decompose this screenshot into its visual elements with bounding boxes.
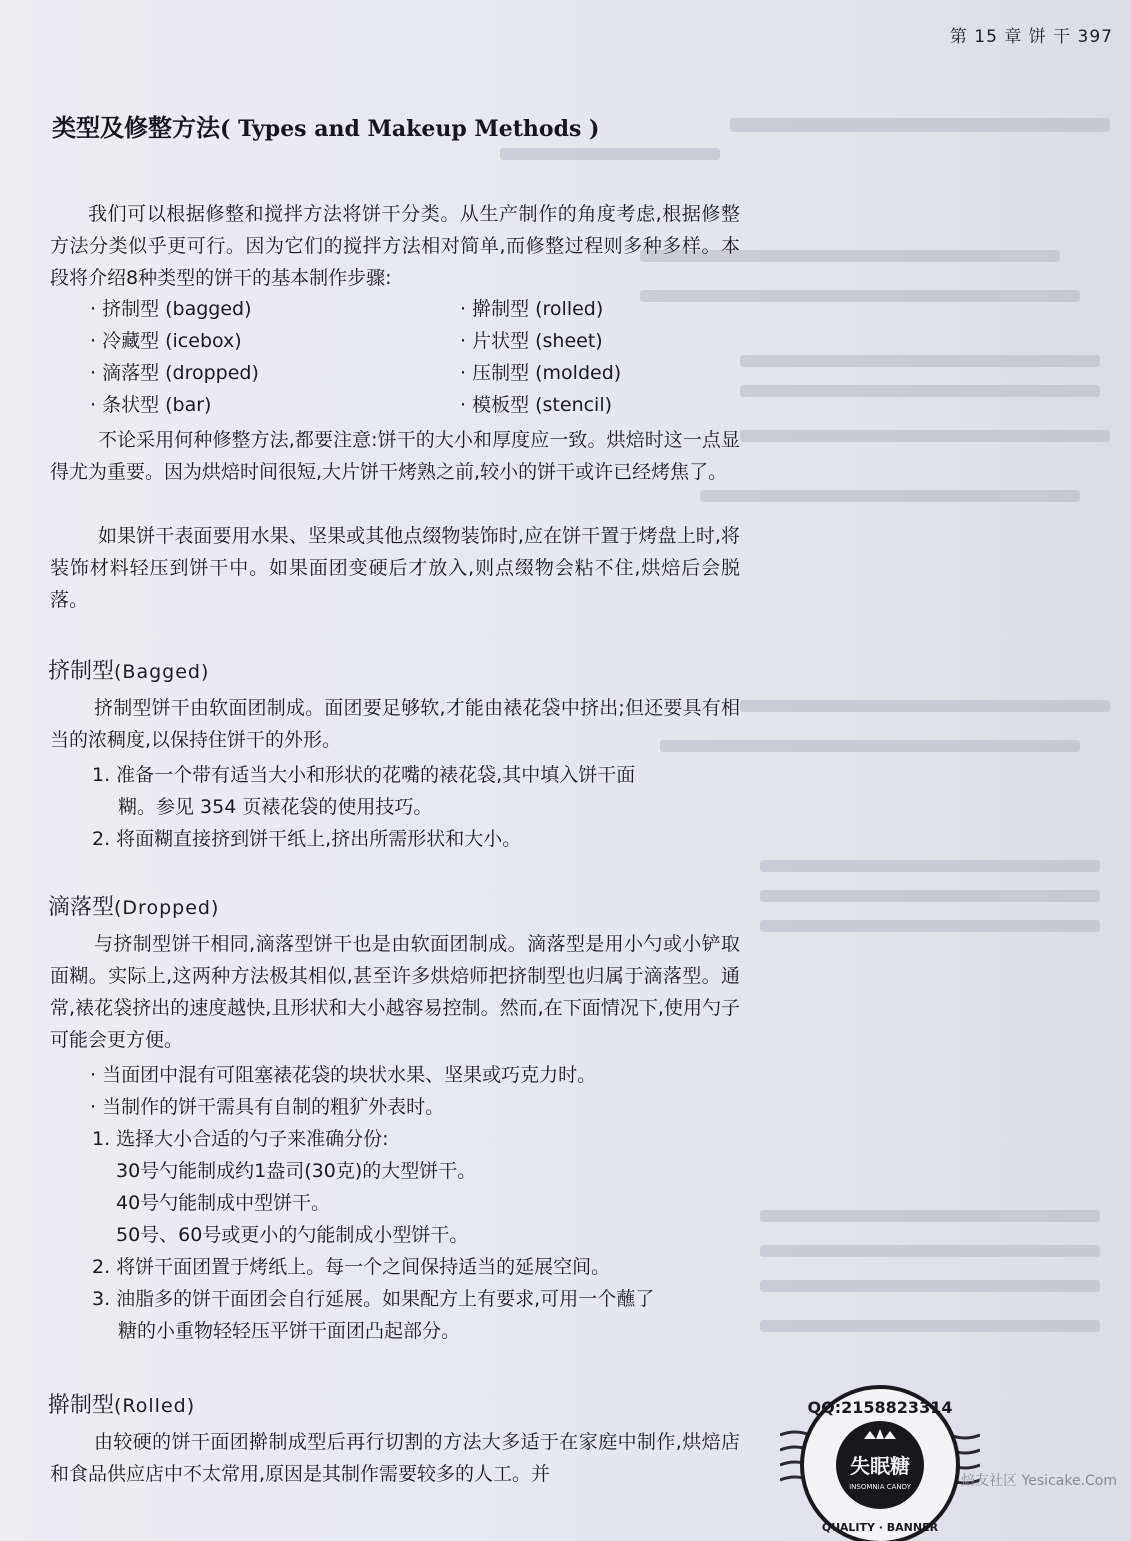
section-title-zh: 类型及修整方法 <box>52 114 220 142</box>
dropped-case-2: · 当制作的饼干需具有自制的粗犷外表时。 <box>90 1096 445 1118</box>
bagged-paragraph: 挤制型饼干由软面团制成。面团要足够软,才能由裱花袋中挤出;但还要具有相当的浓稠度,以保持住饼干的外形。 <box>50 697 740 751</box>
dropped-case-1: · 当面团中混有可阻塞裱花袋的块状水果、坚果或巧克力时。 <box>90 1064 597 1086</box>
section-title <box>52 108 599 143</box>
heading-bagged-zh: 挤制型 <box>48 659 115 684</box>
stamp-ring-bottom-text: QUALITY · BANNER <box>821 1521 939 1534</box>
intro-paragraph-2: 不论采用何种修整方法,都要注意:饼干的大小和厚度应一致。烘焙时这一点显得尤为重要。因为烘焙时间很短,大片饼干烤熟之前,较小的饼干或许已经烤焦了。 <box>50 429 740 483</box>
type-item-stencil: · 模板型 (stencil) <box>460 394 613 416</box>
dropped-step-3: 3. 油脂多的饼干面团会自行延展。如果配方上有要求,可用一个蘸了 <box>92 1288 655 1310</box>
intro-paragraph-1: 我们可以根据修整和搅拌方法将饼干分类。从生产制作的角度考虑,根据修整方法分类似乎更可行。因为它们的搅拌方法相对简单,而修整过程则多种多样。本段将介绍8种类型的饼干的基本制作步骤: <box>50 203 740 289</box>
rolled-paragraph: 由较硬的饼干面团擀制成型后再行切割的方法大多适于在家庭中制作,烘焙店和食品供应店中不太常用,原因是其制作需要较多的人工。并 <box>50 1431 740 1485</box>
dropped-step-2: 2. 将饼干面团置于烤纸上。每一个之间保持适当的延展空间。 <box>92 1256 611 1278</box>
cookie-types-list <box>90 294 690 426</box>
heading-dropped <box>48 890 219 921</box>
heading-dropped-zh: 滴落型 <box>48 895 115 920</box>
bagged-step-2: 2. 将面糊直接挤到饼干纸上,挤出所需形状和大小。 <box>92 828 522 850</box>
stamp-sub-text: INSOMNIA CANDY <box>849 1483 911 1491</box>
type-item-bagged: · 挤制型 (bagged) <box>90 298 252 320</box>
bagged-step-1: 1. 准备一个带有适当大小和形状的花嘴的裱花袋,其中填入饼干面 <box>92 764 636 786</box>
dropped-step-1-sub-3: 50号、60号或更小的勺能制成小型饼干。 <box>116 1224 469 1246</box>
heading-dropped-en: (Dropped) <box>114 897 220 919</box>
type-item-dropped: · 滴落型 (dropped) <box>90 362 259 384</box>
running-head: 第 15 章 饼 干 397 <box>949 27 1113 47</box>
bagged-step-1-cont: 糊。参见 354 页裱花袋的使用技巧。 <box>118 796 433 818</box>
heading-rolled-zh: 擀制型 <box>48 1393 115 1418</box>
stamp-brand-text: 失眠糖 <box>850 1454 910 1478</box>
type-item-sheet: · 片状型 (sheet) <box>460 330 603 352</box>
site-watermark: 焙友社区 Yesicake.Com <box>961 1473 1117 1489</box>
type-item-icebox: · 冷藏型 (icebox) <box>90 330 242 352</box>
stamp-qq-text: QQ:2158823314 <box>807 1398 953 1417</box>
dropped-step-3-cont: 糖的小重物轻轻压平饼干面团凸起部分。 <box>118 1320 461 1342</box>
type-item-bar: · 条状型 (bar) <box>90 394 212 416</box>
dropped-step-1-sub-2: 40号勺能制成中型饼干。 <box>116 1192 331 1214</box>
heading-rolled <box>48 1388 195 1419</box>
heading-rolled-en: (Rolled) <box>114 1395 196 1417</box>
type-item-rolled: · 擀制型 (rolled) <box>460 298 604 320</box>
insomnia-candy-stamp <box>780 1375 980 1541</box>
dropped-step-1: 1. 选择大小合适的勺子来准确分份: <box>92 1128 389 1150</box>
section-title-en: ( Types and Makeup Methods ) <box>220 116 600 142</box>
heading-bagged <box>48 654 209 685</box>
intro-paragraph-3: 如果饼干表面要用水果、坚果或其他点缀物装饰时,应在饼干置于烤盘上时,将装饰材料轻压到饼干中。如果面团变硬后才放入,则点缀物会粘不住,烘焙后会脱落。 <box>50 525 740 611</box>
dropped-step-1-sub-1: 30号勺能制成约1盎司(30克)的大型饼干。 <box>116 1160 477 1182</box>
dropped-paragraph: 与挤制型饼干相同,滴落型饼干也是由软面团制成。滴落型是用小勺或小铲取面糊。实际上,这两种方法极其相似,甚至许多烘焙师把挤制型也归属于滴落型。通常,裱花袋挤出的速度越快,且形状和大小越容易控制。然而,在下面情况下,使用勺子可能会更方便。 <box>50 933 740 1051</box>
type-item-molded: · 压制型 (molded) <box>460 362 622 384</box>
heading-bagged-en: (Bagged) <box>114 661 210 683</box>
